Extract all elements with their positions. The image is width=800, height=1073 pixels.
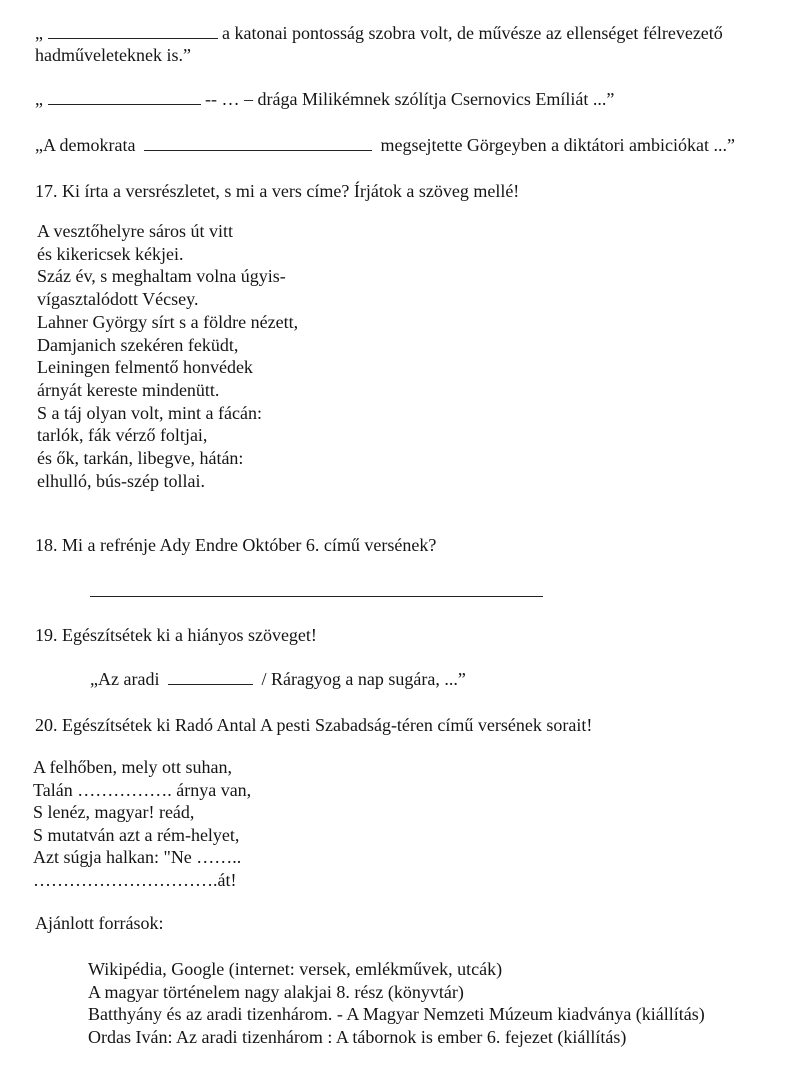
- question-19-after: / Ráragyog a nap sugára, ...”: [261, 669, 466, 689]
- poem-line: Azt súgja halkan: "Ne ……..: [33, 847, 242, 867]
- sources-list: [88, 958, 705, 1048]
- poem-line: Leiningen felmentő honvédek: [37, 357, 253, 378]
- quote-1-open-mark: „: [35, 23, 43, 43]
- quote-2-answer-blank[interactable]: [48, 90, 201, 105]
- source-item: A magyar történelem nagy alakjai 8. rész (könyvtár): [88, 981, 464, 1002]
- quote-3-after: megsejtette Görgeyben a diktátori ambiciókat ...”: [380, 135, 736, 155]
- poem-line: Lahner György sírt s a földre nézett,: [37, 311, 299, 332]
- poem-line: S mutatván azt a rém-helyet,: [33, 824, 240, 845]
- poem-line: és kikericsek kékjei.: [37, 243, 184, 264]
- poem-line: Damjanich szekéren feküdt,: [37, 334, 239, 355]
- question-17-poem: [37, 220, 298, 492]
- question-19-before: „Az aradi: [90, 669, 160, 689]
- source-item: Batthyány és az aradi tizenhárom. - A Magyar Nemzeti Múzeum kiadványa (kiállítás): [88, 1004, 705, 1024]
- question-17-title: 17. Ki írta a versrészletet, s mi a vers címe? Írjátok a szöveg mellé!: [35, 181, 520, 201]
- quote-2-text: -- … – drága Milikémnek szólítja Csernovics Emíliát ...”: [205, 89, 615, 109]
- quote-3-before: „A demokrata: [35, 135, 136, 155]
- poem-line: árnyát kereste mindenütt.: [37, 379, 220, 400]
- quote-1-continuation: hadműveleteknek is.”: [35, 45, 191, 65]
- poem-line: elhulló, bús-szép tollai.: [37, 470, 205, 491]
- source-item: Wikipédia, Google (internet: versek, emlékművek, utcák): [88, 959, 503, 979]
- poem-line: és ők, tarkán, libegve, hátán:: [37, 448, 244, 469]
- quote-1-text: a katonai pontosság szobra volt, de művésze az ellenséget félrevezető: [222, 23, 723, 43]
- quote-1-answer-blank[interactable]: [48, 24, 218, 39]
- quote-1-line: [35, 22, 723, 44]
- question-19-quote: [90, 668, 466, 690]
- poem-line: A vesztőhelyre sáros út vitt: [37, 221, 233, 241]
- question-18-title: 18. Mi a refrénje Ady Endre Október 6. című versének?: [35, 535, 437, 555]
- poem-line: ………………………….át!: [33, 869, 237, 890]
- quote-3-line: [35, 134, 735, 156]
- source-item: Ordas Iván: Az aradi tizenhárom : A tábornok is ember 6. fejezet (kiállítás): [88, 1026, 627, 1047]
- poem-line: Talán ……………. árnya van,: [33, 779, 252, 800]
- poem-line: A felhőben, mely ott suhan,: [33, 757, 232, 777]
- question-20-poem: [33, 756, 251, 891]
- question-19-answer-blank[interactable]: [168, 670, 253, 685]
- poem-line: S lenéz, magyar! reád,: [33, 802, 195, 822]
- poem-line: Száz év, s meghaltam volna úgyis-: [37, 266, 286, 287]
- poem-line: S a táj olyan volt, mint a fácán:: [37, 402, 262, 423]
- quote-3-answer-blank[interactable]: [144, 136, 372, 151]
- poem-line: tarlók, fák vérző foltjai,: [37, 425, 208, 446]
- question-19-title: 19. Egészítsétek ki a hiányos szöveget!: [35, 625, 317, 645]
- poem-line: vígasztalódott Vécsey.: [37, 289, 199, 310]
- quote-2-line: [35, 88, 614, 110]
- sources-heading: Ajánlott források:: [35, 913, 164, 933]
- question-18-answer-line[interactable]: [90, 596, 543, 597]
- quote-2-open-mark: „: [35, 89, 43, 109]
- question-20-title: 20. Egészítsétek ki Radó Antal A pesti Szabadság-téren című versének sorait!: [35, 715, 593, 735]
